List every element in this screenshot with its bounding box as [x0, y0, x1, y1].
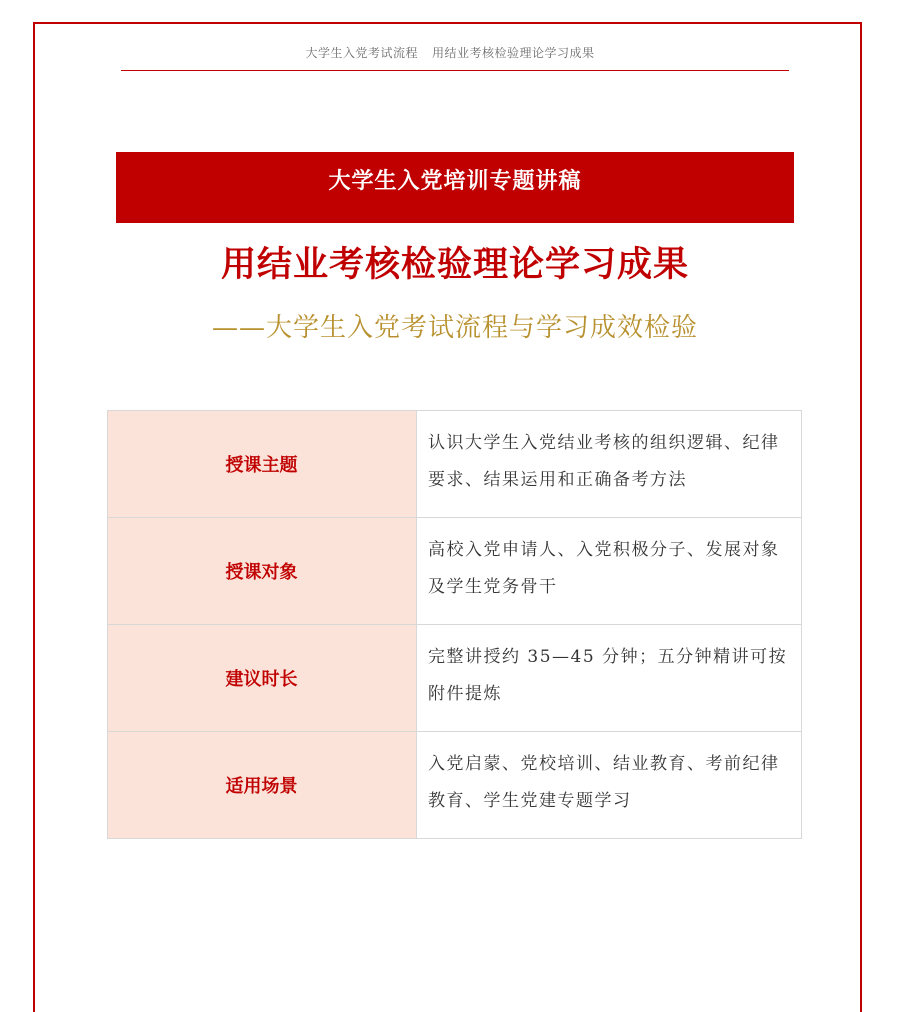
header-divider [121, 70, 789, 71]
document-title: 用结业考核检验理论学习成果 [220, 245, 689, 285]
row-label-audience: 授课对象 [108, 518, 417, 625]
table-row [108, 411, 802, 518]
banner-text: 大学生入党培训专题讲稿 [328, 169, 582, 194]
table-row [108, 732, 802, 839]
row-value-audience: 高校入党申请人、入党积极分子、发展对象及学生党务骨干 [417, 518, 802, 625]
running-header-left: 大学生入党考试流程 [305, 46, 418, 60]
table-row [108, 518, 802, 625]
table-row [108, 625, 802, 732]
row-label-duration: 建议时长 [108, 625, 417, 732]
row-label-topic: 授课主题 [108, 411, 417, 518]
row-value-scenario: 入党启蒙、党校培训、结业教育、考前纪律教育、学生党建专题学习 [417, 732, 802, 839]
running-header-right: 用结业考核检验理论学习成果 [432, 46, 595, 60]
row-value-duration: 完整讲授约 35—45 分钟；五分钟精讲可按附件提炼 [417, 625, 802, 732]
course-info-table [107, 410, 802, 839]
row-label-scenario: 适用场景 [108, 732, 417, 839]
title-banner [116, 152, 794, 223]
row-value-topic: 认识大学生入党结业考核的组织逻辑、纪律要求、结果运用和正确备考方法 [417, 411, 802, 518]
running-header [0, 44, 900, 61]
document-subtitle: ——大学生入党考试流程与学习成效检验 [211, 313, 698, 343]
